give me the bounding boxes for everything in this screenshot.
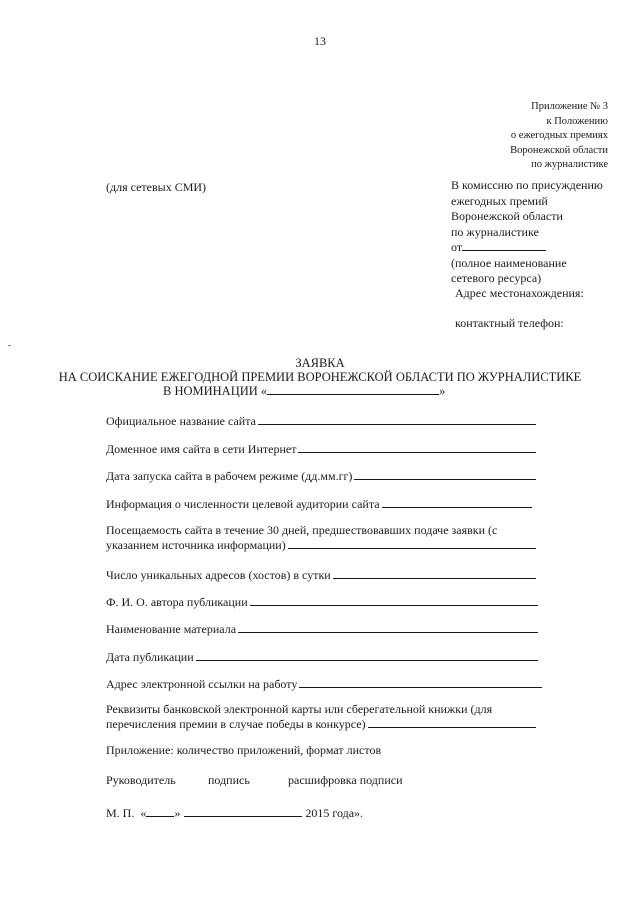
stamp-label: М. П. <box>106 806 135 820</box>
appendix-line: о ежегодных премиях <box>510 130 608 141</box>
addressee-line: по журналистике <box>451 224 539 239</box>
appendix-line: Воронежской области <box>510 144 608 156</box>
field-label: указанием источника информации) <box>106 538 286 552</box>
attendance-field[interactable] <box>288 538 536 549</box>
addressee-line: Воронежской области <box>451 209 563 223</box>
addressee-note: сетевого ресурса) <box>451 271 542 285</box>
open-quote: « <box>140 806 147 820</box>
network-media-note: (для сетевых СМИ) <box>106 180 207 194</box>
title-line: НА СОИСКАНИЕ ЕЖЕГОДНОЙ ПРЕМИИ ВОРОНЕЖСКОЙ ОБЛАСТИ ПО ЖУРНАЛИСТИКЕ <box>58 370 582 384</box>
bank-details-row <box>106 702 536 732</box>
nomination-suffix: » <box>439 384 446 398</box>
bank-details-field[interactable] <box>368 717 536 728</box>
address-label: Адрес местонахождения: <box>455 286 584 300</box>
audience-info-row <box>106 497 532 512</box>
unique-hosts-field[interactable] <box>333 568 536 579</box>
field-label: Реквизиты банковской электронной карты или сберегательной книжки (для <box>106 702 493 716</box>
author-name-field[interactable] <box>250 595 538 606</box>
field-label: Дата запуска сайта в рабочем режиме (дд.мм.гг) <box>106 469 353 483</box>
official-name-row <box>106 414 536 429</box>
signature-decode-label: расшифровка подписи <box>288 773 403 787</box>
attachment-label: Приложение: количество приложений, формат листов <box>106 743 382 757</box>
launch-date-field[interactable] <box>354 469 536 480</box>
signature-row <box>106 773 403 788</box>
field-label: Доменное имя сайта в сети Интернет <box>106 442 297 456</box>
launch-date-row <box>106 469 536 484</box>
attendance-row-second <box>106 538 536 553</box>
attendance-row <box>106 523 536 553</box>
field-label: Ф. И. О. автора публикации <box>106 595 248 609</box>
field-label: Число уникальных адресов (хостов) в сутки <box>106 568 331 582</box>
stamp-date-row <box>106 806 363 821</box>
nomination-prefix: В НОМИНАЦИИ « <box>163 384 268 398</box>
material-name-row <box>106 622 538 637</box>
field-label: Дата публикации <box>106 650 194 664</box>
bank-details-row-second <box>106 717 536 732</box>
addressee-line: ежегодных премий <box>451 193 548 208</box>
appendix-reference <box>510 100 608 173</box>
publication-date-row <box>106 650 538 665</box>
link-address-field[interactable] <box>299 677 542 688</box>
appendix-line: к Положению <box>546 115 608 127</box>
audience-info-field[interactable] <box>382 497 532 508</box>
field-label: перечисления премии в случае победы в конкурсе) <box>106 717 366 731</box>
unique-hosts-row <box>106 568 536 583</box>
nomination-blank-field[interactable] <box>267 384 439 395</box>
nomination-row <box>0 384 640 398</box>
appendix-line: Приложение № 3 <box>531 101 608 112</box>
field-label: Адрес электронной ссылки на работу <box>106 677 298 691</box>
page-number: 13 <box>314 34 326 48</box>
year-label: 2015 года». <box>305 806 364 820</box>
link-address-row <box>106 677 542 692</box>
addressee-line: В комиссию по присуждению <box>451 178 603 192</box>
head-label: Руководитель <box>106 773 176 787</box>
title-line: ЗАЯВКА <box>295 356 345 370</box>
signature-label: подпись <box>208 773 250 787</box>
addressee-note: (полное наименование <box>451 255 567 270</box>
field-label: Информация о численности целевой аудитории сайта <box>106 497 380 511</box>
close-quote: » <box>174 806 181 820</box>
author-name-row <box>106 595 538 610</box>
from-blank-field[interactable] <box>462 240 546 251</box>
field-label: Официальное название сайта <box>106 414 256 428</box>
domain-name-field[interactable] <box>298 442 536 453</box>
field-label: Наименование материала <box>106 622 237 636</box>
material-name-field[interactable] <box>238 622 538 633</box>
official-name-field[interactable] <box>258 414 536 425</box>
phone-label: контактный телефон: <box>455 316 564 330</box>
margin-mark <box>8 345 11 346</box>
from-row <box>451 240 603 256</box>
day-blank-field[interactable] <box>146 806 174 817</box>
month-blank-field[interactable] <box>184 806 302 817</box>
publication-date-field[interactable] <box>196 650 538 661</box>
document-title <box>0 356 640 398</box>
domain-name-row <box>106 442 536 457</box>
field-label: Посещаемость сайта в течение 30 дней, предшествовавших подаче заявки (с <box>106 523 498 537</box>
addressee-block <box>451 178 603 287</box>
from-label: от <box>451 240 463 254</box>
appendix-line: по журналистике <box>531 159 608 170</box>
